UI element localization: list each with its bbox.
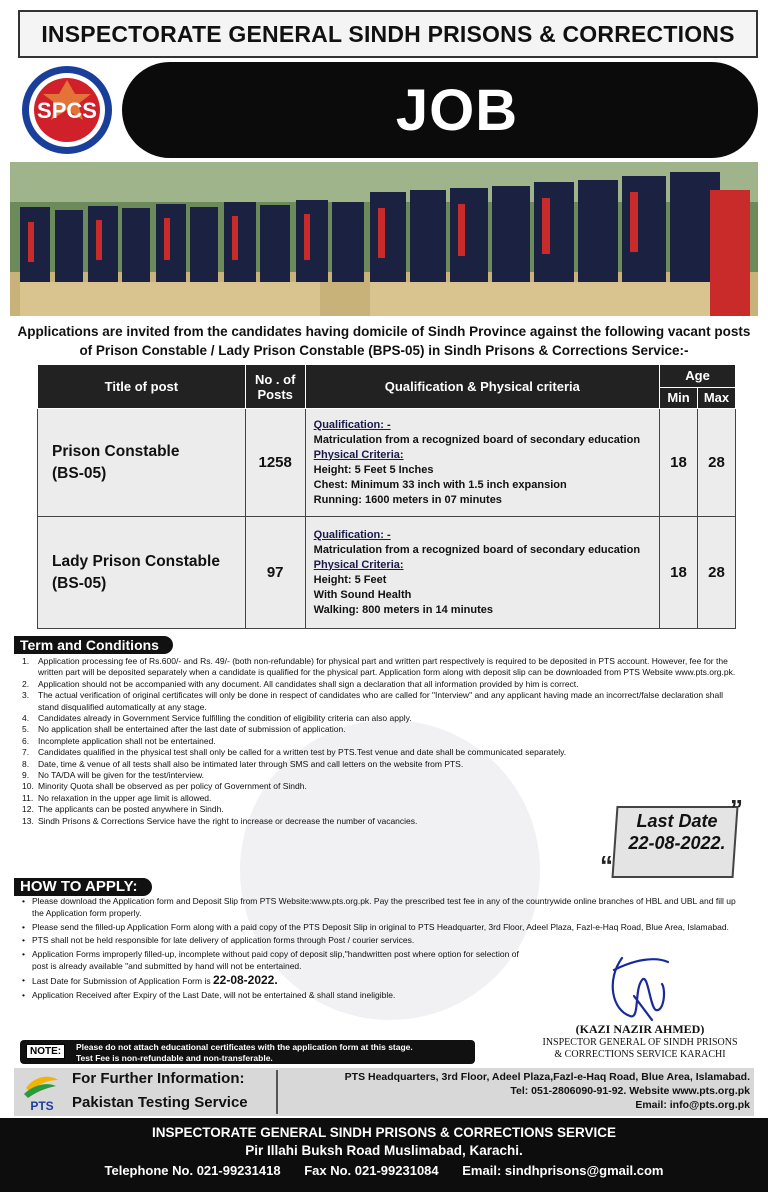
list-item: No application shall be entertained after the last date of submission of application. bbox=[38, 724, 346, 735]
list-item: Candidates already in Government Service fulfilling the condition of eligibility criteria can also apply. bbox=[38, 713, 412, 724]
pts-info-bar bbox=[14, 1068, 754, 1116]
table-row bbox=[38, 409, 736, 517]
list-item: • Application Received after Expiry of the Last Date, will not be entertained & shall stand ineligible. bbox=[22, 990, 742, 1002]
note-text: Please do not attach educational certificates with the application form at this stage. Test Fee is non-refundable and non-transferable. bbox=[20, 1040, 475, 1064]
list-item: • Please download the Application form and Deposit Slip from PTS Website:www.pts.org.pk. Pay the prescribed test fee in any of the countrywide online branches of HBL and UBL and fill up the Application form properly. bbox=[22, 896, 742, 920]
pts-logo-text: PTS bbox=[30, 1099, 54, 1113]
header-age-min: Min bbox=[660, 387, 698, 409]
post-title: Prison Constable (BS-05) bbox=[38, 409, 246, 517]
age-max: 28 bbox=[697, 517, 735, 629]
intro-text: Applications are invited from the candidates having domicile of Sindh Province against the following vacant posts of Prison Constable / Lady Prison Constable (BPS-05) in Sindh Prisons & Corrections Service:- bbox=[17, 324, 751, 358]
banner bbox=[12, 60, 758, 160]
pts-org-name: Pakistan Testing Service bbox=[72, 1094, 248, 1111]
age-min: 18 bbox=[660, 409, 698, 517]
divider bbox=[276, 1070, 278, 1114]
list-item: • PTS shall not be held responsible for late delivery of application forms through Post / courier services. bbox=[22, 935, 742, 947]
last-date-box bbox=[600, 794, 748, 894]
posts-table bbox=[37, 364, 736, 629]
list-item: No TA/DA will be given for the test/interview. bbox=[38, 770, 204, 781]
footer-org: INSPECTORATE GENERAL SINDH PRISONS & CORRECTIONS SERVICE bbox=[151, 1125, 617, 1140]
header-age: Age bbox=[660, 365, 736, 388]
terms-heading: Term and Conditions bbox=[14, 636, 173, 654]
header-number-of-posts: No . of Posts bbox=[245, 365, 305, 409]
age-max: 28 bbox=[697, 409, 735, 517]
list-item: No relaxation in the upper age limit is allowed. bbox=[38, 792, 212, 803]
close-quote-icon: ” bbox=[730, 794, 743, 824]
list-item: • Please send the filled-up Application Form along with a paid copy of the PTS Deposit Slip in original to PTS Headquarter, 3rd Floor, Adeel Plaza, Fazl-e-Haq Road, Blue Area, Islamabad. bbox=[22, 922, 742, 934]
note-label: NOTE: bbox=[26, 1044, 65, 1059]
pts-contact: PTS Headquarters, 3rd Floor, Adeel Plaza,Fazl-e-Haq Road, Blue Area, Islamabad. Tel: 051-2806090-91-92. Website www.pts.org.pk Email: info@pts.org.pk bbox=[344, 1071, 750, 1111]
post-criteria: Qualification: - Matriculation from a recognized board of secondary education Physical Criteria: Height: 5 Feet With Sound Health Walking: 800 meters in 14 minutes bbox=[305, 517, 659, 629]
header-title-of-post: Title of post bbox=[38, 365, 246, 409]
list-item: • Last Date for Submission of Application Form is 22-08-2022. bbox=[22, 975, 742, 988]
list-item: Sindh Prisons & Corrections Service have the right to increase or decrease the number of vacancies. bbox=[38, 815, 418, 826]
list-item: Application should not be accompanied with any document. All candidates shall sign a declaration that all information provided by him is correct. bbox=[38, 678, 579, 689]
footer-email: Email: sindhprisons@gmail.com bbox=[462, 1163, 664, 1178]
post-count: 97 bbox=[245, 517, 305, 629]
last-date-text: Last Date 22-08-2022. bbox=[628, 811, 726, 853]
list-item: Minority Quota shall be observed as per policy of Government of Sindh. bbox=[38, 781, 307, 792]
table-row bbox=[38, 517, 736, 629]
how-to-apply-heading: HOW TO APPLY: bbox=[14, 878, 152, 896]
list-item: The actual verification of original certificates will only be done in respect of candidates who are called for "Interview" and any applicant having made an incorrect/false declaration shall stand disqualified automatically at any stage. bbox=[38, 690, 723, 712]
list-item: Candidates qualified in the physical test shall only be called for a written test by PTS.Test venue and date shall be communicated separately. bbox=[38, 747, 567, 758]
header-age-max: Max bbox=[697, 387, 735, 409]
open-quote-icon: “ bbox=[600, 850, 613, 880]
note-box bbox=[20, 1040, 475, 1064]
list-item: Date, time & venue of all tests shall also be intimated later through SMS and call letters on the website from PTS. bbox=[38, 758, 464, 769]
footer-fax: Fax No. 021-99231084 bbox=[304, 1163, 439, 1178]
parade-photo bbox=[10, 162, 758, 316]
further-info-label: For Further Information: bbox=[72, 1070, 245, 1087]
org-title: INSPECTORATE GENERAL SINDH PRISONS & CORRECTIONS bbox=[18, 10, 758, 58]
age-min: 18 bbox=[660, 517, 698, 629]
pts-logo-icon bbox=[20, 1070, 64, 1114]
logo-text: SPCS bbox=[37, 98, 97, 123]
submission-last-date: 22-08-2022. bbox=[212, 972, 278, 987]
banner-title: JOB bbox=[395, 78, 519, 143]
footer-contacts bbox=[0, 1160, 768, 1182]
list-item: Incomplete application shall not be entertained. bbox=[38, 735, 216, 746]
header-qualification: Qualification & Physical criteria bbox=[305, 365, 659, 409]
signatory-name: (KAZI NAZIR AHMED) bbox=[575, 1022, 705, 1036]
list-item: The applicants can be posted anywhere in Sindh. bbox=[38, 804, 224, 815]
footer-telephone: Telephone No. 021-99231418 bbox=[104, 1163, 281, 1178]
list-item: • Application Forms improperly filled-up, incomplete without paid copy of deposit slip,"handwritten post where option for selection of post is already available "and submitted by hand will not be entertained. bbox=[22, 949, 522, 973]
list-item: Application processing fee of Rs.600/- and Rs. 49/- (both non-refundable) for physical part and written part respectively is required to be deposited in PTS account. However, fee for the written part will be deposited separately when a candidate is qualified for the physical part. Application form along with deposit slip can be downloaded from PTS Website www.pts.org.pk. bbox=[38, 656, 736, 678]
signatory-title: INSPECTOR GENERAL OF SINDH PRISONS & CORRECTIONS SERVICE KARACHI bbox=[542, 1037, 738, 1060]
spcs-logo-icon bbox=[20, 64, 114, 156]
post-title: Lady Prison Constable (BS-05) bbox=[38, 517, 246, 629]
footer-address: Pir Illahi Buksh Road Muslimabad, Karachi. bbox=[245, 1143, 523, 1158]
footer bbox=[0, 1118, 768, 1192]
post-criteria: Qualification: - Matriculation from a recognized board of secondary education Physical Criteria: Height: 5 Feet 5 Inches Chest: Minimum 33 inch with 1.5 inch expansion Running: 1600 meters in 07 minutes bbox=[305, 409, 659, 517]
signature-icon bbox=[604, 950, 674, 1026]
post-count: 1258 bbox=[245, 409, 305, 517]
